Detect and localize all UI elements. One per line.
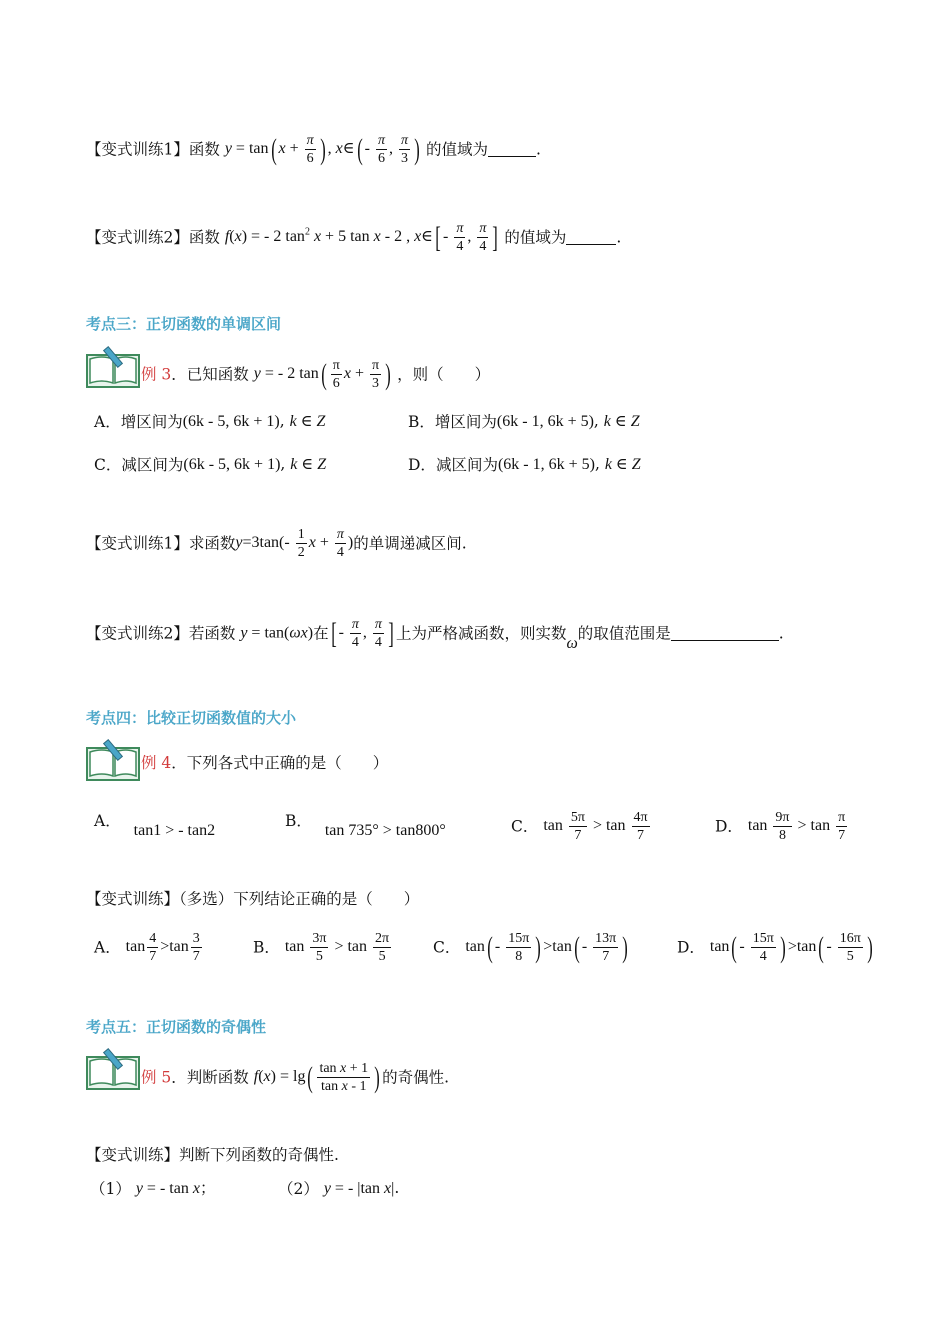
option-a[interactable] <box>94 930 204 965</box>
exercise-label: 【变式训练1】函数 <box>86 140 220 159</box>
example-suffix: ，则（ ） <box>397 365 491 384</box>
formula: f(x) = - 2 $\tan^2 x + 5$ tan x - 2 , x∈[ - $\frac{\pi}{4}$ , $\frac{\pi}{4}$ ] <box>224 220 499 254</box>
exercise-suffix: 的单调递减区间. <box>353 534 467 553</box>
exercise-5-item-1: （1） y = - tan x； <box>90 1179 216 1198</box>
item-formula: y = - |tan x| <box>323 1180 395 1197</box>
book-pencil-icon <box>86 345 142 389</box>
option-b[interactable] <box>253 930 393 965</box>
option-d[interactable] <box>715 809 849 844</box>
option-text: 增区间为 <box>434 413 497 431</box>
option-letter: D． <box>715 817 743 836</box>
option-a[interactable] <box>94 809 216 839</box>
item-number: （1） <box>90 1180 131 1198</box>
exercise-3-2: 【变式训练2】若函数 y = tan(ωx)在[ - $\frac{\pi}{4}$ , $\frac{\pi}{4}$ ] 上为严格减函数，则实数ω的取值范围是 . <box>86 616 784 652</box>
option-d[interactable]: D．减区间为(6k - 1, 6k + 5), k ∈ Z <box>408 455 641 474</box>
example-5 <box>141 1060 449 1095</box>
example-label: 例 3 <box>141 365 172 384</box>
exercise-suffix: 的值域为 <box>425 140 488 159</box>
option-text: 减区间为 <box>121 456 184 474</box>
option-a[interactable]: A．增区间为(6k - 5, 6k + 1), k ∈ Z <box>94 412 326 431</box>
period: . <box>535 140 541 159</box>
book-pencil-icon <box>86 1047 142 1091</box>
exercise-label: 【变式训练2】若函数 <box>86 624 236 643</box>
option-interval: (6k - 5, 6k + 1) <box>182 413 280 430</box>
formula: y = tan(ωx) <box>240 624 314 642</box>
option-cond: k ∈ Z <box>290 456 327 473</box>
option-b[interactable]: B．增区间为(6k - 1, 6k + 5), k ∈ Z <box>408 412 640 431</box>
option-d[interactable] <box>677 930 875 965</box>
option-formula: tan 735° > tan800° <box>324 822 446 839</box>
exercise-label: 【变式训练】判断下列函数的奇偶性. <box>86 1146 339 1164</box>
section-title: 考点四：比较正切函数值的大小 <box>86 709 297 727</box>
option-text: 减区间为 <box>435 456 498 474</box>
exercise-4 <box>86 887 419 910</box>
example-label: 例 5 <box>141 1068 172 1087</box>
option-c[interactable] <box>511 809 652 844</box>
option-letter: A． <box>94 812 121 830</box>
period: . <box>616 228 622 247</box>
exercise-5-item-2: （2） y = - |tan x|. <box>278 1179 400 1198</box>
answer-blank <box>566 230 616 245</box>
option-letter: B． <box>285 812 312 830</box>
example-label: 例 4 <box>141 754 172 772</box>
option-formula: tan( - $\frac{15\pi}{4}$ ) >tan( - $\frac{16\pi}{5}$ ) <box>709 930 873 964</box>
example-text: ．判断函数 <box>171 1068 249 1087</box>
exercise-1-1 <box>86 132 541 167</box>
option-interval: (6k - 1, 6k + 5) <box>497 456 595 473</box>
exercise-label: 【变式训练】（多选）下列结论正确的是（ ） <box>86 890 420 908</box>
item-formula: y = - tan x <box>135 1180 200 1197</box>
book-pencil-icon <box>86 738 142 782</box>
item-number: （2） <box>278 1180 319 1198</box>
formula: y=3tan(- $\frac{1}{2}$ x + $\frac{\pi}{4}$ ) <box>235 527 354 560</box>
example-3 <box>141 357 490 392</box>
text-mid: 在 <box>313 624 329 643</box>
option-formula: tan( - $\frac{15\pi}{8}$ ) >tan( - $\frac{13\pi}{7}$ ) <box>465 930 628 964</box>
option-formula: tan1 > - tan2 <box>133 822 216 839</box>
answer-blank <box>671 626 779 641</box>
example-text: ．下列各式中正确的是（ ） <box>171 754 389 772</box>
exercise-label: 【变式训练1】求函数 <box>86 534 236 553</box>
option-cond: k ∈ Z <box>289 413 326 430</box>
exercise-suffix: 上为严格减函数，则实数 <box>395 624 567 643</box>
option-c[interactable]: C．减区间为(6k - 5, 6k + 1), k ∈ Z <box>94 455 327 474</box>
section-title: 考点三：正切函数的单调区间 <box>86 315 282 333</box>
option-letter: B． <box>408 413 435 431</box>
option-letter: D． <box>408 456 436 474</box>
option-formula: tan $\frac{9\pi}{8}$ > tan $\frac{\pi}{7}$ <box>747 810 846 843</box>
option-cond: k ∈ Z <box>604 456 641 473</box>
exercise-5 <box>86 1143 339 1166</box>
option-formula: tan $\frac{5\pi}{7}$ > tan $\frac{4\pi}{7}$ <box>543 810 648 843</box>
exercise-3-1 <box>86 526 467 561</box>
option-letter: B． <box>253 938 280 957</box>
option-formula: tan $\frac{4}{7}$ >tan $\frac{3}{7}$ <box>125 931 200 964</box>
option-letter: C． <box>511 817 539 836</box>
example-text: ．已知函数 <box>171 365 249 384</box>
option-letter: C． <box>433 938 461 957</box>
exercise-1-2 <box>86 220 621 255</box>
option-letter: A． <box>94 938 121 957</box>
option-letter: D． <box>677 938 705 957</box>
option-c[interactable] <box>433 930 630 965</box>
option-letter: C． <box>94 456 122 474</box>
example-suffix: 的奇偶性. <box>382 1068 450 1087</box>
section-title: 考点五：正切函数的奇偶性 <box>86 1018 267 1036</box>
formula: y = - 2 tan( $\frac{\pi}{6}$ x + $\frac{\pi}{3}$ ) <box>253 357 391 391</box>
exercise-label: 【变式训练2】函数 <box>86 228 220 247</box>
option-interval: (6k - 1, 6k + 5) <box>496 413 594 430</box>
option-interval: (6k - 5, 6k + 1) <box>183 456 281 473</box>
option-letter: A． <box>94 413 121 431</box>
answer-blank <box>488 142 536 157</box>
option-b[interactable] <box>285 809 446 839</box>
exercise-suffix: 的值域为 <box>504 228 567 247</box>
option-cond: k ∈ Z <box>603 413 640 430</box>
formula: y = tan( x + $\frac{\pi}{6}$ ) , x∈( - $\frac{\pi}{6}$ , $\frac{\pi}{3}$ ) <box>224 132 420 166</box>
example-4 <box>141 751 388 774</box>
option-text: 增区间为 <box>120 413 183 431</box>
formula: f(x) = lg( $\frac{\text{tan x + 1}}{\text{tan x - 1}}$ ) <box>253 1060 380 1094</box>
exercise-tail: 的取值范围是 <box>577 624 671 643</box>
option-formula: tan $\frac{3\pi}{5}$ > tan $\frac{2\pi}{5}$ <box>284 931 390 964</box>
period: . <box>778 624 784 643</box>
